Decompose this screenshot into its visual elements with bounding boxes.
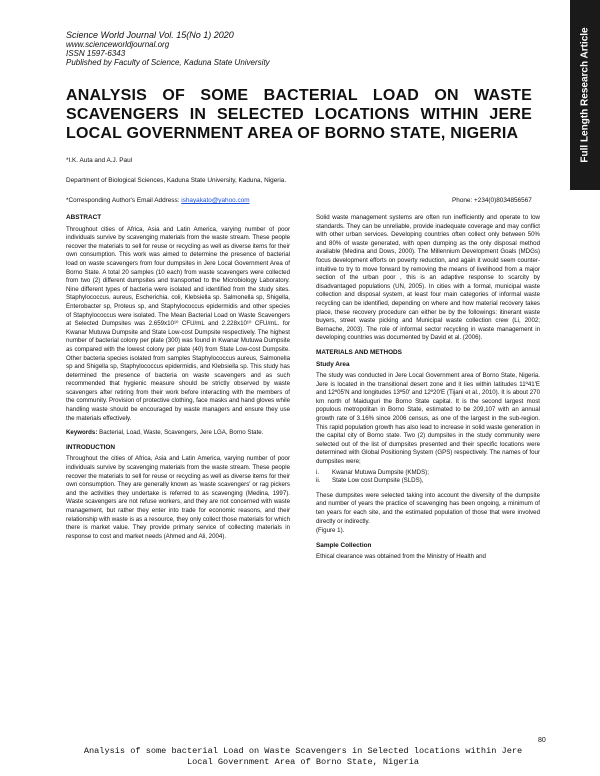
- running-footer: Analysis of some bacterial Load on Waste Scavengers in Selected locations within Jere Local Government Area of Borno State, Nigeria: [83, 746, 523, 767]
- abstract-heading: ABSTRACT: [66, 214, 102, 221]
- abstract-text: Throughout cities of Africa, Asia and Latin America, varying number of poor individuals survive by scavenging materials from the waste stream. These people recover the materials to sell for reuse or recycling as well as diverse items for their own consumption. This work was aimed to determine the presence of bacterial load on waste scavengers from four dumpsites in Jere Local Government Area of Borno State. A total 20 samples (10 each) from waste scavengers were collected from two (2) different dumpsites and transported to the Microbiology Laboratory. Nine different types of bacteria were isolated and identified from the study sites. Staphylococcus. aureus, Escherichia. coli, Klebsiella sp. Salmonella sp, Shigella, Enterobacter sp, Proteus sp, and Staphylococcus epidermidis and other species of Staphylococcus were isolated. The Mean Bacterial Load on Waste Scavengers at Selected Dumpsites was 2.659x10¹⁰ CFU/mL and 2.228x10¹⁰ CFU/mL. for Kwanar Mutuwa Dumpsite and State Low-cost Dumpsite respectively. The highest number of bacterial colony per plate (300) was found in Kwanar Mutuwa Dumpsite as compared with the lowest colony per plate (40) from State Low-cost Dumpsite. Other bacteria species isolated from samples Staphylococcus aureus, Salmonella sp and Shigella sp, Staphylococcus epidermidis, and Klebsiella sp. This study has determined the presence of bacteria on waste scavengers and as such recommended that hygienic measure should be strictly observed by waste scavengers after retiring from their work before interacting with the members of the community. Provision of protective clothing, face masks and hand gloves while handling waste should be encouraged by waste managers and ensure they use the materials effectively.: [66, 225, 290, 422]
- figure-reference[interactable]: (Figure 1).: [316, 527, 345, 535]
- list-item-text: Kwanar Mutuwa Dumpsite (KMDS);: [332, 468, 429, 476]
- left-column: [66, 214, 290, 547]
- sample-collection-text: Ethical clearance was obtained from the Ministry of Health and: [316, 553, 486, 561]
- introduction-text: Throughout the cities of Africa, Asia and Latin America, varying number of poor individuals survive by scavenging materials from the waste stream. These people recover the materials to sell for reuse or recycling as well as diverse items for their own consumption. They are generally known as 'waste scavengers' or rag pickers and the activities they undertake is referred to as scavenging (Medina, 1997). Waste scavengers are not refuse workers, and they are not concerned with waste management, but rather they enter into trade for economic reasons, and their relationship with waste is as a resource, they only collect those materials for which there is market value. They provide primary service of collecting materials in response to cost and market needs (Ahmed and Ali, 2004).: [66, 455, 290, 540]
- dumpsite-list: [316, 469, 540, 486]
- journal-website: www.scienceworldjournal.org: [66, 40, 170, 49]
- article-type-tab: [570, 0, 600, 190]
- list-item-text: State Low cost Dumpsite (SLDS),: [332, 477, 424, 485]
- sample-collection-heading: Sample Collection: [316, 541, 372, 549]
- dumpsite-selection-text: These dumpsites were selected taking into account the diversity of the dumpsite and number of years the practice of scavenging has been ongoing, a minimum of ten years for each site, and the estimated population of those that were involved directly or indirectly.: [316, 491, 540, 525]
- list-item: [316, 469, 540, 478]
- author-phone: Phone: +234(0)8034856567: [452, 197, 532, 204]
- corresponding-author: [66, 197, 250, 205]
- authors: *I.K. Auta and A.J. Paul: [66, 157, 133, 164]
- author-email-link[interactable]: ishayakato@yahoo.com: [181, 197, 250, 204]
- list-item: [316, 477, 540, 486]
- page-number: 80: [538, 737, 546, 744]
- affiliation: Department of Biological Sciences, Kaduna State University, Kaduna, Nigeria.: [66, 177, 287, 184]
- keywords-label: Keywords:: [66, 429, 98, 437]
- article-type-label: Full Length Research Article: [579, 27, 591, 163]
- introduction-heading: INTRODUCTION: [66, 443, 115, 451]
- list-item-number: ii.: [316, 477, 321, 485]
- methods-heading: MATERIALS AND METHODS: [316, 348, 402, 356]
- right-column: [316, 214, 540, 568]
- journal-name: Science World Journal Vol. 15(No 1) 2020: [66, 30, 234, 40]
- introduction-continued-text: Solid waste management systems are often run inefficiently and operate to low standards. They can be unreliable, provide inadequate coverage and may conflict with other urban services. Developing countries often collect only between 50% and 80% of waste generated, with open dumping as the only disposal method available (Medina and Dows, 2000). The Millennium Development Goals (MDGs) focus development efforts on poverty reduction, and again it would seem counter-intuitive to try to move forward by removing the means of livelihood from a major section of the urban poor , this is an adaptive response to scarcity by disadvantaged populations (UN, 2005). In cities with a formal, municipal waste collection and disposal system, at least four main categories of informal waste recycling can be identified, depending on where and how material recovery takes place, these recovery procedure can either be by the followings: itinerant waste buyers, street waste picking and Municipal waste collection crew (Li, 2002; Bernache, 2003). The role of informal sector recycling in waste management in developing countries was documented by David et al. (2006).: [316, 214, 540, 342]
- paper-title: ANALYSIS OF SOME BACTERIAL LOAD ON WASTE SCAVENGERS IN SELECTED LOCATIONS WITHIN JERE LOCAL GOVERNMENT AREA OF BORNO STATE, NIGERIA: [66, 87, 532, 142]
- keywords: [66, 429, 290, 438]
- journal-issn: ISSN 1597-6343: [66, 49, 126, 58]
- journal-publisher: Published by Faculty of Science, Kaduna State University: [66, 58, 270, 67]
- corresponding-label: *Corresponding Author's Email Address:: [66, 197, 180, 204]
- study-area-text: The study was conducted in Jere Local Government area of Borno State, Nigeria. Jere is located in the transitional desert zone and it lies within latitudes 11º41'E and 12º05'N and longitudes 13º50' and 12º20'E (Tijani et al., 2010). It is about 270 km north of Maiduguri the Borno State capital. It is the second largest most populous metropolitan in Borno State, estimated to be 209,107 with an annual growth rate of 3.16% since 2006 census, as one of the largest in the sub-region. This rapid population growth has also lead to increase in solid waste generation in the capital city of Borno state. Two (2) dumpsites in the study community were selected out of the list of dumpsites presented and their specific locations were determined with Global Positioning System (GPS) respectively. The names of four dumpsites were;: [316, 372, 540, 466]
- list-item-number: i.: [316, 468, 320, 476]
- keywords-text: Bacterial, Load, Waste, Scavengers, Jere LGA, Borno State.: [99, 429, 264, 437]
- study-area-heading: Study Area: [316, 360, 350, 368]
- journal-header: [66, 30, 486, 67]
